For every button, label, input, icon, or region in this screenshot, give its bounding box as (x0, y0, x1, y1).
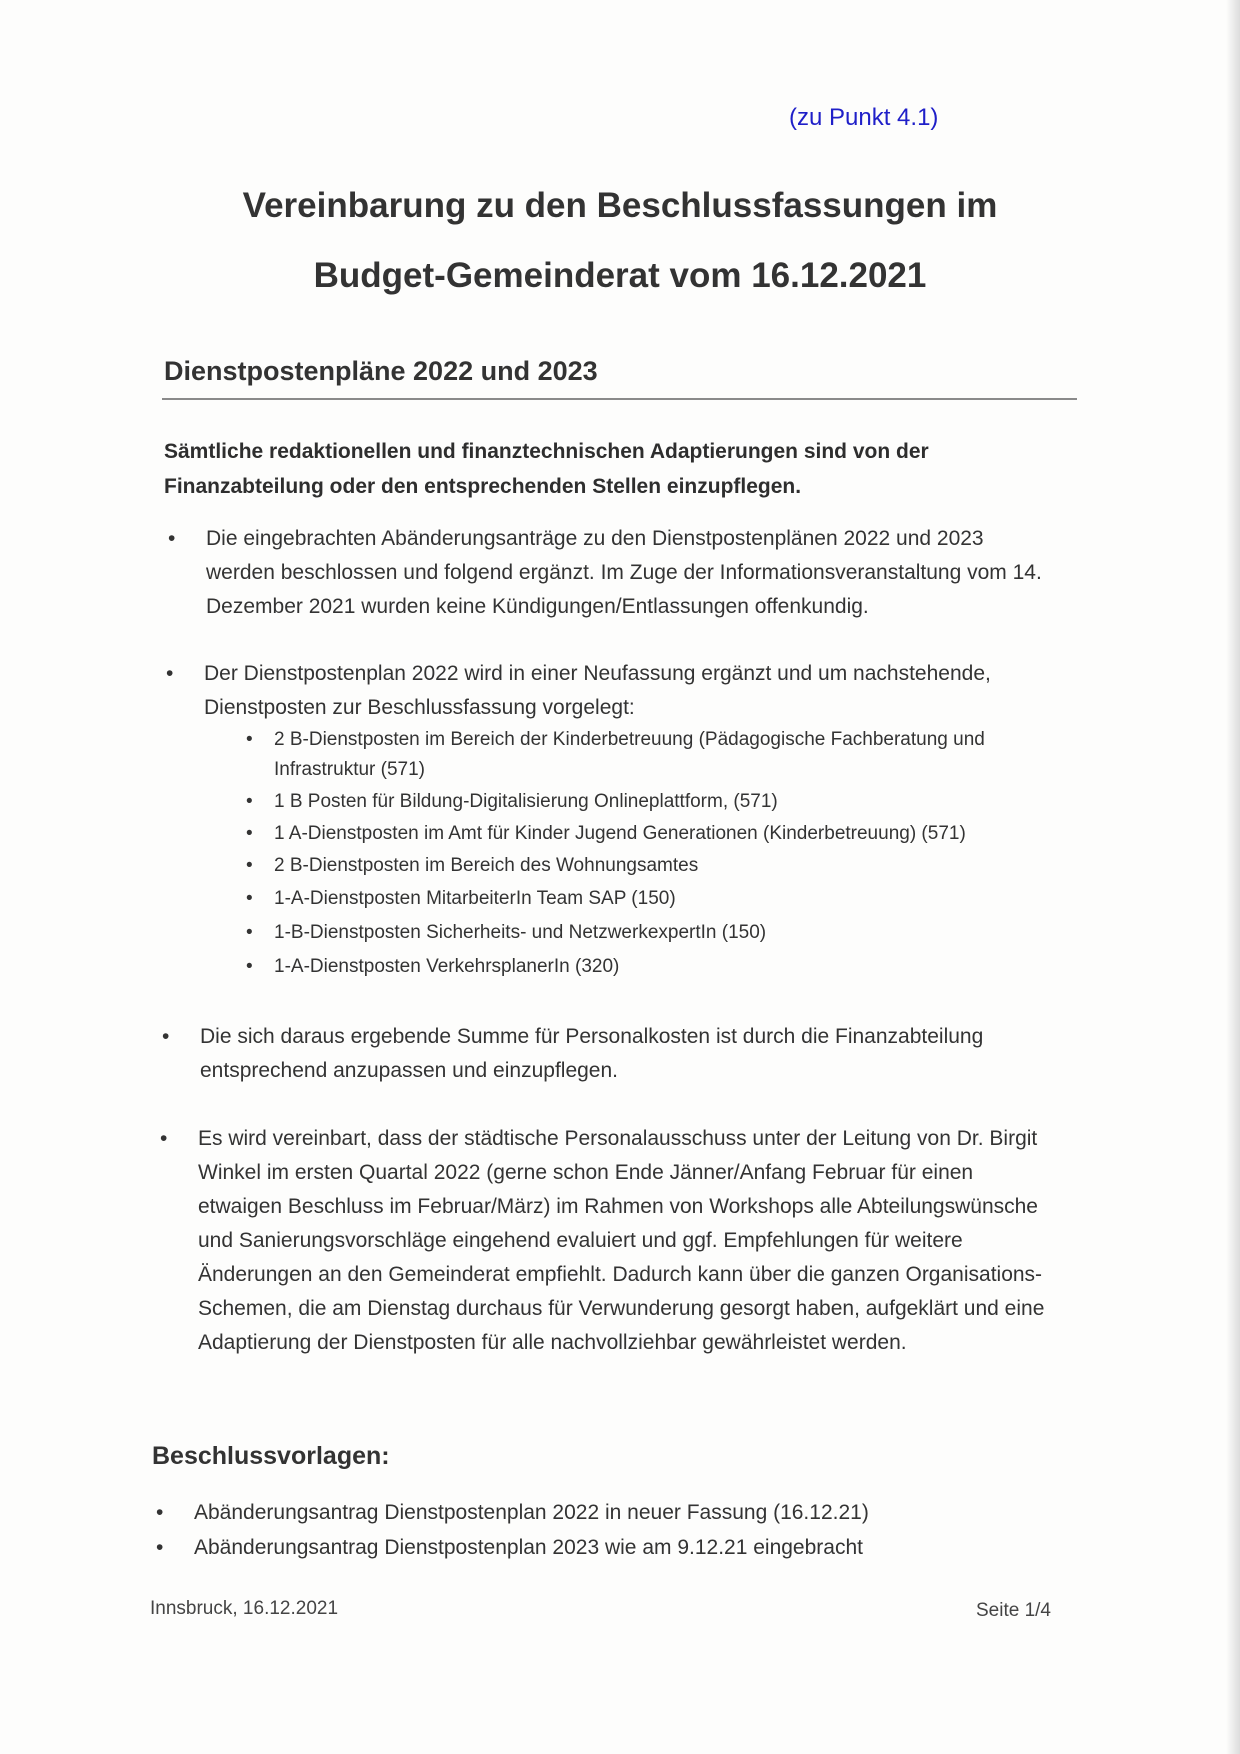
bullet-marker: • (246, 922, 253, 943)
bullet-text: Die sich daraus ergebende Summe für Personalkosten ist durch die Finanzabteilung entsprechend anzupassen und einzupflegen. (200, 1025, 984, 1082)
bullet-item (162, 1020, 1050, 1088)
document-title-line-2: Budget-Gemeinderat vom 16.12.2021 (313, 256, 927, 295)
sub-item-text: 2 B-Dienstposten im Bereich der Kinderbetreuung (Pädagogische Fachberatung und Infrastruktur (571) (274, 729, 985, 780)
bullet-marker: • (162, 1025, 170, 1048)
bullet-marker: • (246, 729, 253, 750)
bullet-text: Die eingebrachten Abänderungsanträge zu den Dienstpostenplänen 2022 und 2023 werden beschlossen und folgend ergänzt. Im Zuge der Informationsveranstaltung vom 14. Dezember 2021 wurden keine Kündigungen/Entlassungen offenkundig. (206, 527, 1042, 618)
sub-item-text: 1-A-Dienstposten MitarbeiterIn Team SAP (150) (274, 888, 676, 909)
bullet-text: Es wird vereinbart, dass der städtische Personalausschuss unter der Leitung von Dr. Birgit Winkel im ersten Quartal 2022 (gerne schon Ende Jänner/Anfang Februar für einen etwaigen Beschluss im Februar/März) im Rahmen von Workshops alle Abteilungswünsche und Sanierungsvorschläge eingehend evaluiert und ggf. Empfehlungen für weitere Änderungen an den Gemeinderat empfiehlt. Dadurch kann über die ganzen Organisations-Schemen, die am Dienstag durchaus für Verwunderung gesorgt haben, aufgeklärt und eine Adaptierung der Dienstposten für alle nachvollziehbar gewährleistet werden. (198, 1127, 1045, 1354)
beschluss-item-text: Abänderungsantrag Dienstpostenplan 2023 wie am 9.12.21 eingebracht (194, 1536, 863, 1559)
sub-list-item (246, 725, 1034, 785)
beschluss-item (156, 1531, 1054, 1565)
bullet-item (160, 1122, 1048, 1360)
document-title-line-1: Vereinbarung zu den Beschlussfassungen im (242, 186, 998, 225)
bullet-item (168, 522, 1056, 624)
intro-paragraph: Sämtliche redaktionellen und finanztechnischen Adaptierungen sind von der Finanzabteilung oder den entsprechenden Stellen einzupflegen. (164, 440, 929, 498)
bullet-item (166, 657, 1054, 725)
bullet-marker: • (168, 527, 176, 550)
bullet-marker: • (246, 855, 253, 876)
sub-item-text: 1 A-Dienstposten im Amt für Kinder Jugend Generationen (Kinderbetreuung) (571) (274, 823, 966, 844)
bullet-marker: • (246, 791, 253, 812)
beschluss-item-text: Abänderungsantrag Dienstpostenplan 2022 in neuer Fassung (16.12.21) (194, 1501, 869, 1524)
sub-item-text: 2 B-Dienstposten im Bereich des Wohnungsamtes (274, 855, 699, 876)
sub-list-item (246, 787, 1034, 817)
sub-list-item (246, 819, 1034, 849)
sub-list-item (246, 918, 1034, 948)
footer-place-date: Innsbruck, 16.12.2021 (150, 1598, 339, 1619)
sub-list-item (246, 884, 1034, 914)
sub-item-text: 1 B Posten für Bildung-Digitalisierung Onlineplattform, (571) (274, 791, 778, 812)
bullet-marker: • (166, 662, 174, 685)
section-heading: Dienstpostenpläne 2022 und 2023 (164, 356, 598, 386)
section-divider (162, 398, 1077, 400)
agenda-reference: (zu Punkt 4.1) (789, 104, 939, 131)
beschluss-heading: Beschlussvorlagen: (152, 1442, 390, 1470)
bullet-marker: • (246, 956, 253, 977)
sub-list-item (246, 952, 1034, 982)
scan-edge (1226, 0, 1240, 1754)
bullet-marker: • (160, 1127, 168, 1150)
footer-page-number: Seite 1/4 (976, 1600, 1051, 1621)
sub-item-text: 1-B-Dienstposten Sicherheits- und NetzwerkexpertIn (150) (274, 922, 767, 943)
bullet-marker: • (156, 1536, 164, 1559)
beschluss-item (156, 1496, 1054, 1530)
sub-item-text: 1-A-Dienstposten VerkehrsplanerIn (320) (274, 956, 620, 977)
bullet-marker: • (156, 1501, 164, 1524)
bullet-text: Der Dienstpostenplan 2022 wird in einer Neufassung ergänzt und um nachstehende, Dienstposten zur Beschlussfassung vorgelegt: (204, 662, 991, 719)
bullet-marker: • (246, 823, 253, 844)
bullet-marker: • (246, 888, 253, 909)
sub-list-item (246, 851, 1034, 881)
